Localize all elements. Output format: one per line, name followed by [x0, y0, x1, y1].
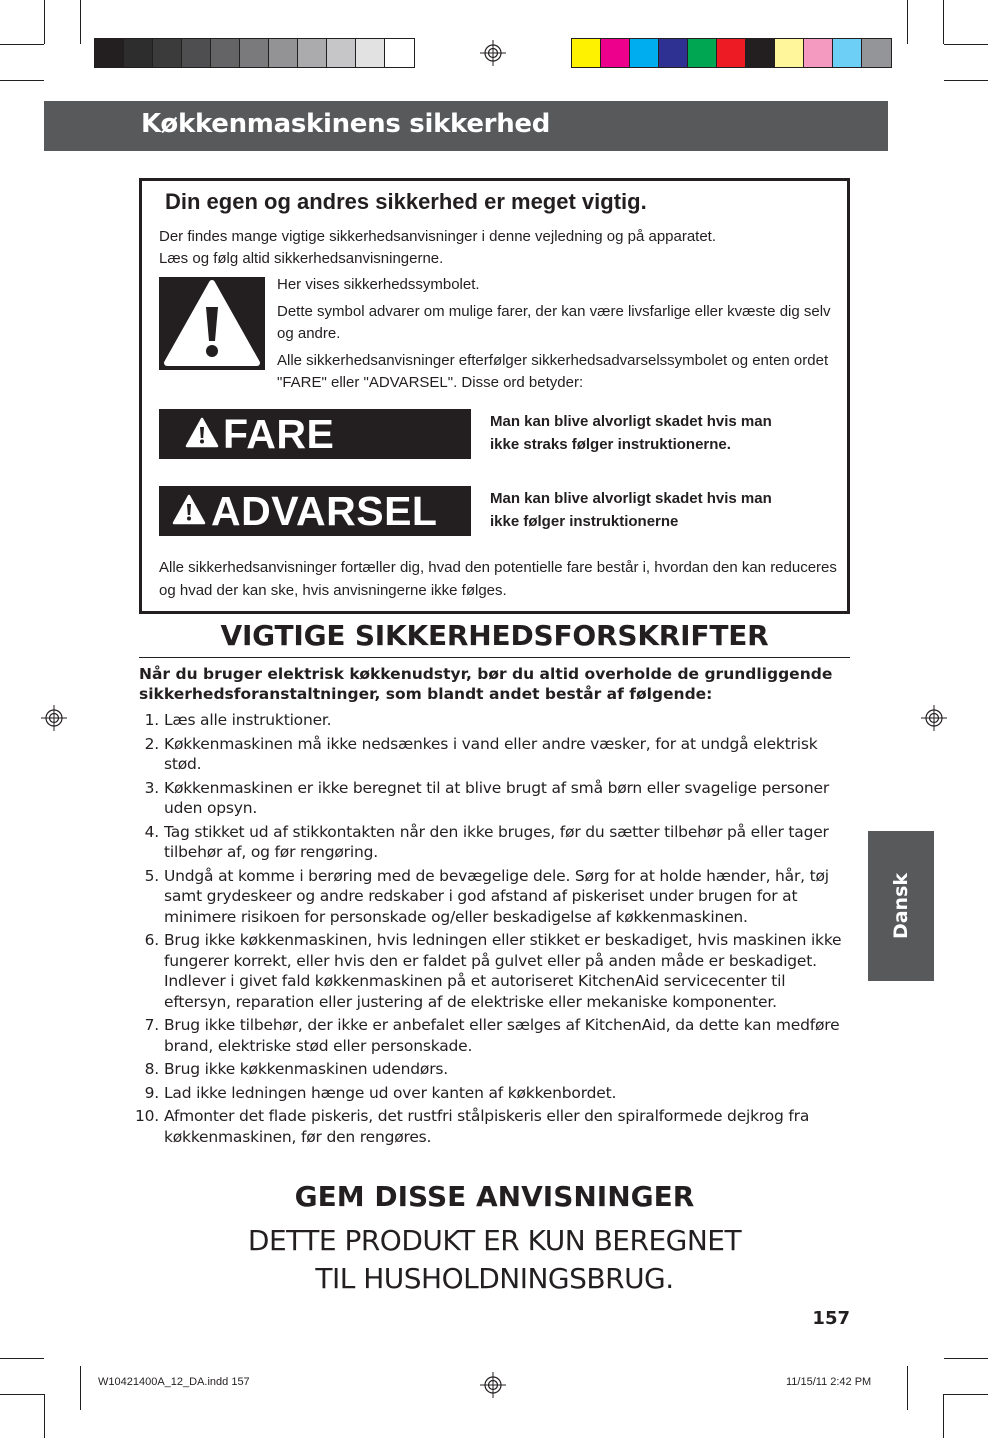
swatch: [630, 39, 659, 67]
warning-meaning-line2: ikke følger instruktionerne: [490, 513, 679, 530]
crop-mark: [80, 1366, 81, 1410]
household-line1: DETTE PRODUKT ER KUN BEREGNET: [247, 1224, 742, 1257]
swatch: [240, 39, 269, 67]
crop-mark: [943, 0, 944, 44]
list-item-number: 4.: [144, 822, 159, 841]
symbol-warning-text: Dette symbol advarer om mulige farer, der kan være livsfarlige eller kvæste dig selv og andre.: [277, 303, 831, 342]
list-item-text: Læs alle instruktioner.: [164, 711, 332, 729]
crop-mark: [0, 1394, 44, 1395]
crop-mark: [0, 1358, 44, 1359]
swatch: [95, 39, 124, 67]
list-item-text: Brug ikke tilbehør, der ikke er anbefalet eller sælges af KitchenAid, da dette kan medføre brand, elektriske stød eller personskade.: [164, 1016, 840, 1055]
list-item: [139, 822, 854, 863]
crop-mark: [80, 0, 81, 44]
list-item-text: Undgå at komme i berøring med de bevægelige dele. Sørg for at holde hænder, hår, tøj samt grydeskeer og andre redskaber i god afstand af piskeriset under brugen for at minimere risikoen for personskade og/eller beskadigelse af køkkenmaskinen.: [164, 866, 829, 926]
list-item: [134, 1106, 854, 1147]
list-item-number: 9.: [144, 1083, 159, 1102]
crop-mark: [44, 1394, 45, 1438]
safety-symbol: [159, 277, 265, 370]
list-item-number: 8.: [144, 1060, 159, 1078]
list-item-number: 5.: [144, 866, 159, 885]
list-item-text: Køkkenmaskinen er ikke beregnet til at blive brugt af små børn eller svagelige personer uden opsyn.: [164, 778, 830, 817]
warning-label: [159, 486, 471, 536]
registration-mark-icon: [41, 705, 67, 731]
danger-label: [159, 409, 471, 459]
list-item-text: Lad ikke ledningen hænge ud over kanten af køkkenbordet.: [164, 1083, 617, 1102]
danger-meaning-line2: ikke straks følger instruktionerne.: [490, 436, 731, 453]
list-item: [139, 778, 854, 819]
divider: [139, 657, 850, 658]
page-title: Køkkenmaskinens sikkerhed: [141, 109, 551, 139]
swatch: [746, 39, 775, 67]
list-item: [139, 710, 854, 731]
list-item: [139, 866, 854, 928]
household-line2: TIL HUSHOLDNINGSBRUG.: [315, 1262, 674, 1295]
list-item-number: 3.: [144, 778, 159, 797]
list-item-number: 1.: [144, 711, 159, 729]
swatch: [298, 39, 327, 67]
list-item: [139, 930, 854, 1012]
list-item-text: Brug ikke køkkenmaskinen, hvis ledningen eller stikket er beskadiget, hvis maskinen ikke fungerer korrekt, eller hvis den er faldet på gulvet eller på anden måde er beskadiget. Indlever i givet fald køkkenmaskinen på et autoriseret KitchenAid servicecenter til eftersyn, reparation eller justering af de elektriske eller mekaniske komponenter.: [164, 931, 842, 1011]
crop-mark: [907, 0, 908, 44]
swatch: [833, 39, 862, 67]
crop-mark: [944, 44, 988, 45]
household-notice: [139, 1222, 850, 1298]
crop-mark: [944, 1394, 988, 1395]
list-item-text: Tag stikket ud af stikkontakten når den ikke bruges, før du sætter tilbehør på eller tager tilbehør af, og før rengøring.: [164, 822, 829, 861]
slug-filename: W10421400A_12_DA.indd 157: [98, 1376, 250, 1388]
swatch: [601, 39, 630, 67]
safety-list: [134, 710, 854, 1150]
crop-mark: [944, 1358, 988, 1359]
swatch: [804, 39, 833, 67]
list-item: [139, 1015, 854, 1056]
list-item: [139, 1059, 854, 1080]
list-item: [139, 1083, 854, 1104]
list-item-number: 7.: [144, 1016, 159, 1034]
safety-box: [139, 178, 850, 614]
language-tab: [868, 831, 934, 981]
warning-meaning-line1: Man kan blive alvorligt skadet hvis man: [490, 490, 772, 507]
warning-triangle-icon: [185, 417, 219, 449]
warning-word: ADVARSEL: [211, 488, 438, 534]
swatch: [385, 39, 414, 67]
process-color-bar: [571, 38, 892, 68]
swatch: [124, 39, 153, 67]
crop-mark: [0, 44, 44, 45]
list-item-text: Køkkenmaskinen må ikke nedsænkes i vand eller andre væsker, for at undgå elektrisk stød.: [164, 734, 818, 773]
list-item-number: 6.: [144, 931, 159, 949]
list-item-number: 2.: [144, 734, 159, 753]
registration-mark-icon: [921, 705, 947, 731]
crop-mark: [907, 1366, 908, 1410]
list-item-text: Afmonter det flade piskeris, det rustfri stålpiskeris eller den spiralformede dejkrog fra køkkenmaskinen, før den rengøres.: [164, 1107, 810, 1146]
swatch: [688, 39, 717, 67]
swatch: [269, 39, 298, 67]
danger-word: FARE: [223, 411, 335, 457]
important-title: VIGTIGE SIKKERHEDSFORSKRIFTER: [220, 619, 769, 652]
registration-mark-icon: [480, 40, 506, 66]
language-tab-label: Dansk: [890, 872, 912, 940]
section-header: [44, 101, 888, 151]
safety-intro-line2: Læs og følg altid sikkerhedsanvisningerne.: [159, 250, 444, 267]
crop-mark: [943, 1394, 944, 1438]
crop-mark: [944, 80, 988, 81]
swatch: [659, 39, 688, 67]
swatch: [211, 39, 240, 67]
danger-meaning-line1: Man kan blive alvorligt skadet hvis man: [490, 413, 772, 430]
symbol-description: Her vises sikkerhedssymbolet.: [277, 276, 480, 293]
warning-triangle-icon: [172, 494, 206, 526]
list-item-number: 10.: [134, 1107, 159, 1125]
list-item-text: Brug ikke køkkenmaskinen udendørs.: [164, 1060, 448, 1078]
crop-mark: [0, 80, 44, 81]
crop-mark: [44, 0, 45, 44]
save-instructions-title: GEM DISSE ANVISNINGER: [294, 1180, 695, 1213]
swatch: [775, 39, 804, 67]
swatch: [356, 39, 385, 67]
swatch: [717, 39, 746, 67]
page-number: 157: [812, 1308, 850, 1329]
registration-mark-icon: [480, 1372, 506, 1398]
warning-triangle-icon: [159, 277, 265, 370]
swatch: [153, 39, 182, 67]
slug-date: 11/15/11 2:42 PM: [786, 1376, 872, 1388]
danger-meaning: [490, 410, 772, 456]
swatch: [862, 39, 891, 67]
safety-intro-line1: Der findes mange vigtige sikkerhedsanvisninger i denne vejledning og på apparatet.: [159, 228, 717, 245]
safety-title: Din egen og andres sikkerhed er meget vigtig.: [165, 189, 647, 214]
list-item: [139, 734, 854, 775]
important-intro: Når du bruger elektrisk køkkenudstyr, bør du altid overholde de grundliggende sikkerhedsforanstaltninger, som blandt andet består af følgende:: [139, 665, 833, 703]
swatch: [572, 39, 601, 67]
swatch: [182, 39, 211, 67]
warning-meaning: [490, 487, 772, 533]
swatch: [327, 39, 356, 67]
safety-footer: Alle sikkerhedsanvisninger fortæller dig, hvad den potentielle fare består i, hvordan den kan reduceres og hvad der kan ske, hvis anvisningerne ikke følges.: [159, 559, 837, 599]
grayscale-color-bar: [94, 38, 415, 68]
symbol-follow-text: Alle sikkerhedsanvisninger efterfølger sikkerhedsadvarselssymbolet og enten ordet "FARE" eller "ADVARSEL". Disse ord betyder:: [277, 352, 829, 391]
